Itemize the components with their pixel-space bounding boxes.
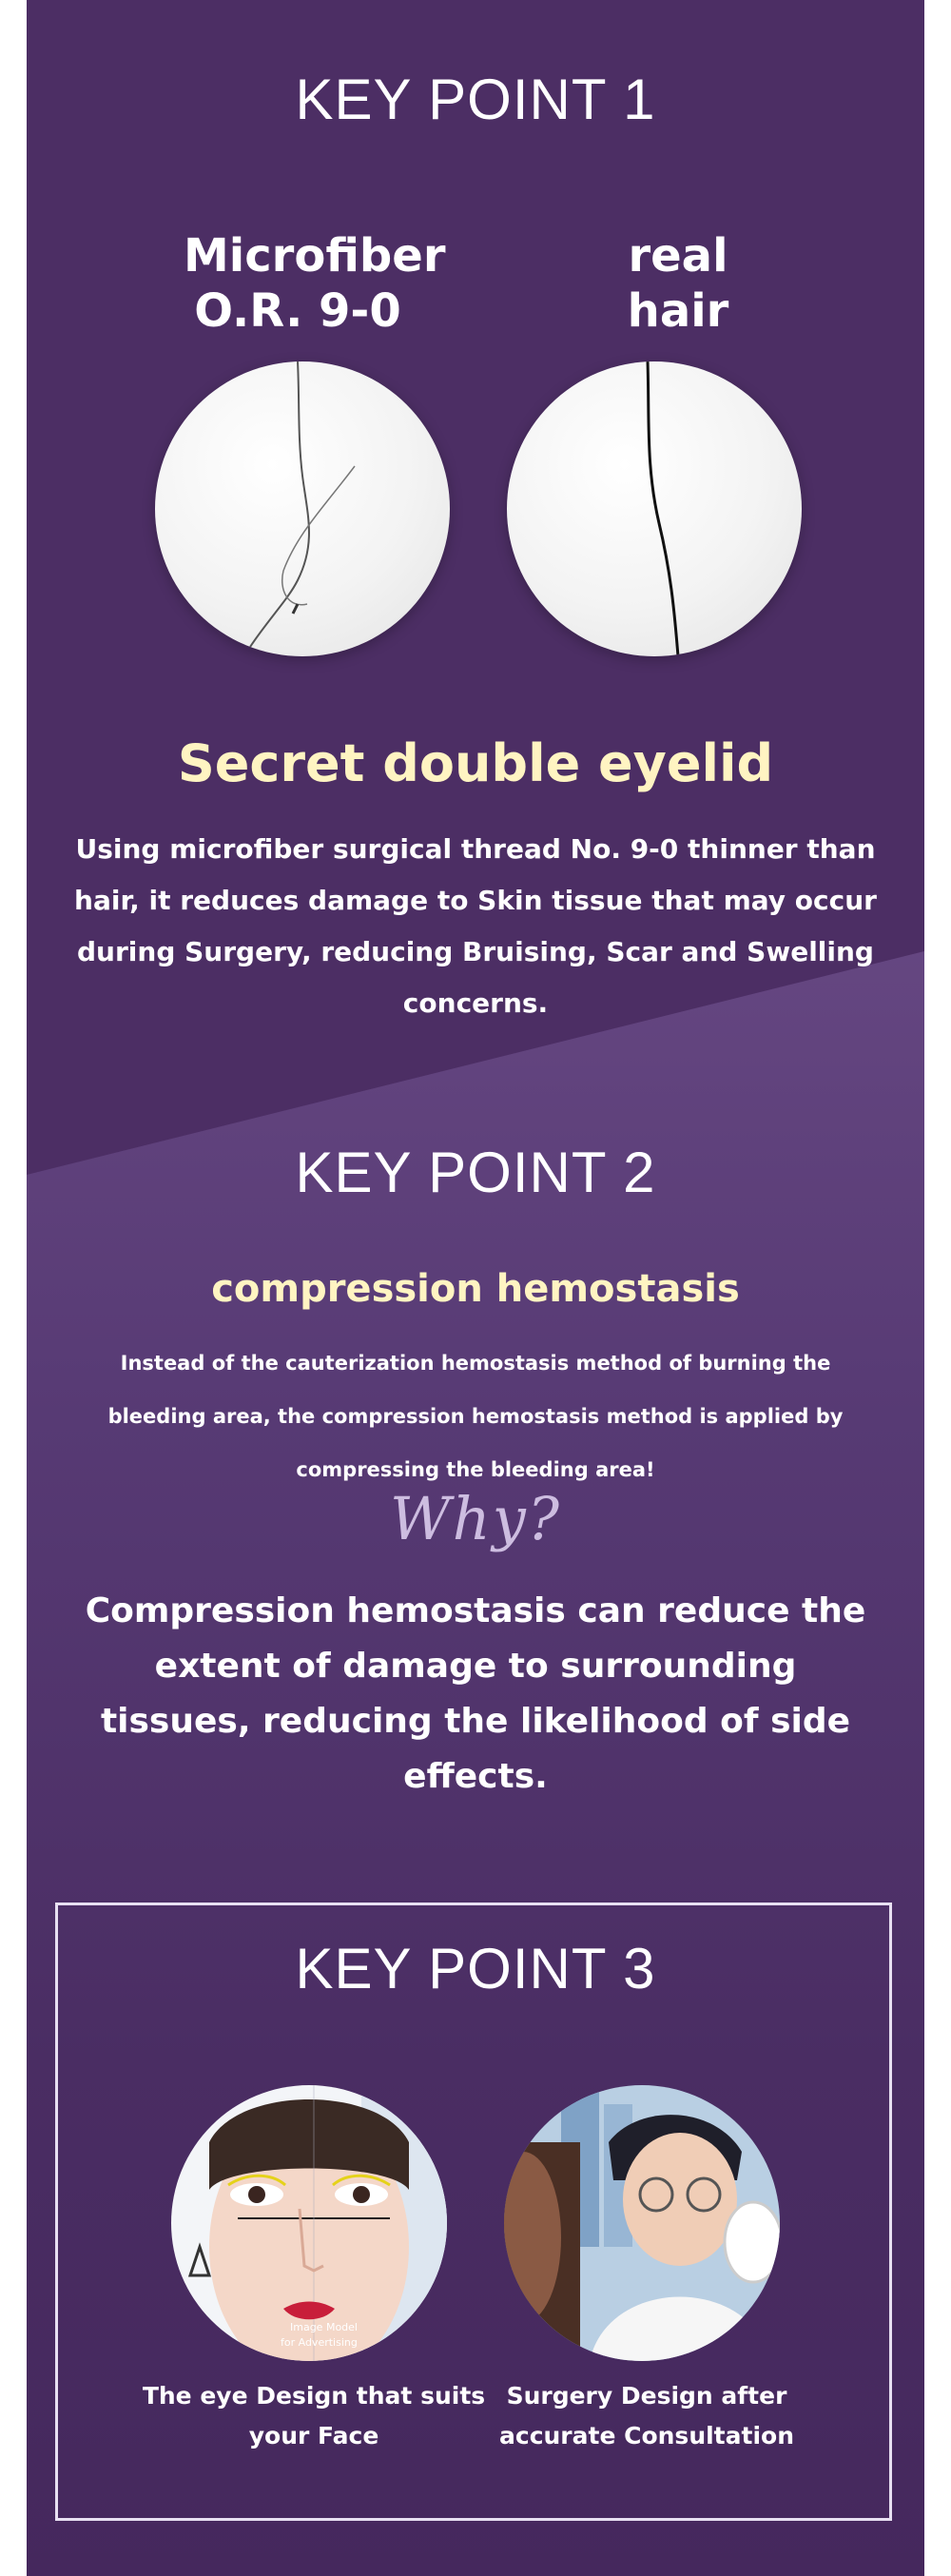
key-point-3-title: KEY POINT 3	[295, 1937, 656, 2000]
why-text: Why?	[390, 1484, 561, 1553]
consultation-caption: Surgery Design after accurate Consultation	[499, 2382, 794, 2449]
microfiber-label: Microfiber O.R. 9-0	[184, 229, 446, 338]
page	[27, 0, 924, 2576]
key-point-2-description: Instead of the cauterization hemostasis method of burning the bleeding area, the compression hemostasis method is applied by compressing the bleeding area!	[107, 1352, 844, 1481]
secret-double-eyelid-heading: Secret double eyelid	[177, 733, 774, 793]
watermark-line-2: for Advertising	[281, 2336, 358, 2349]
compression-hemostasis-heading: compression hemostasis	[211, 1267, 740, 1311]
key-point-1-title: KEY POINT 1	[295, 68, 656, 131]
microfiber-thread-image	[155, 361, 450, 656]
eye-design-caption: The eye Design that suits your Face	[142, 2382, 486, 2449]
consultation-photo	[504, 2085, 780, 2361]
watermark-line-1: Image Model	[290, 2321, 358, 2333]
key-point-1-description: Using microfiber surgical thread No. 9-0 thinner than hair, it reduces damage to Skin tissue that may occur during Surgery, reducing Bruising, Scar and Swelling concerns.	[74, 833, 877, 1019]
real-hair-image	[507, 361, 802, 656]
key-point-2-title: KEY POINT 2	[295, 1141, 656, 1204]
key-point-2-answer: Compression hemostasis can reduce the extent of damage to surrounding tissues, reducing the likelihood of side effects.	[85, 1591, 866, 1796]
real-hair-label: real hair	[627, 229, 729, 338]
eye-design-photo	[171, 2085, 447, 2361]
